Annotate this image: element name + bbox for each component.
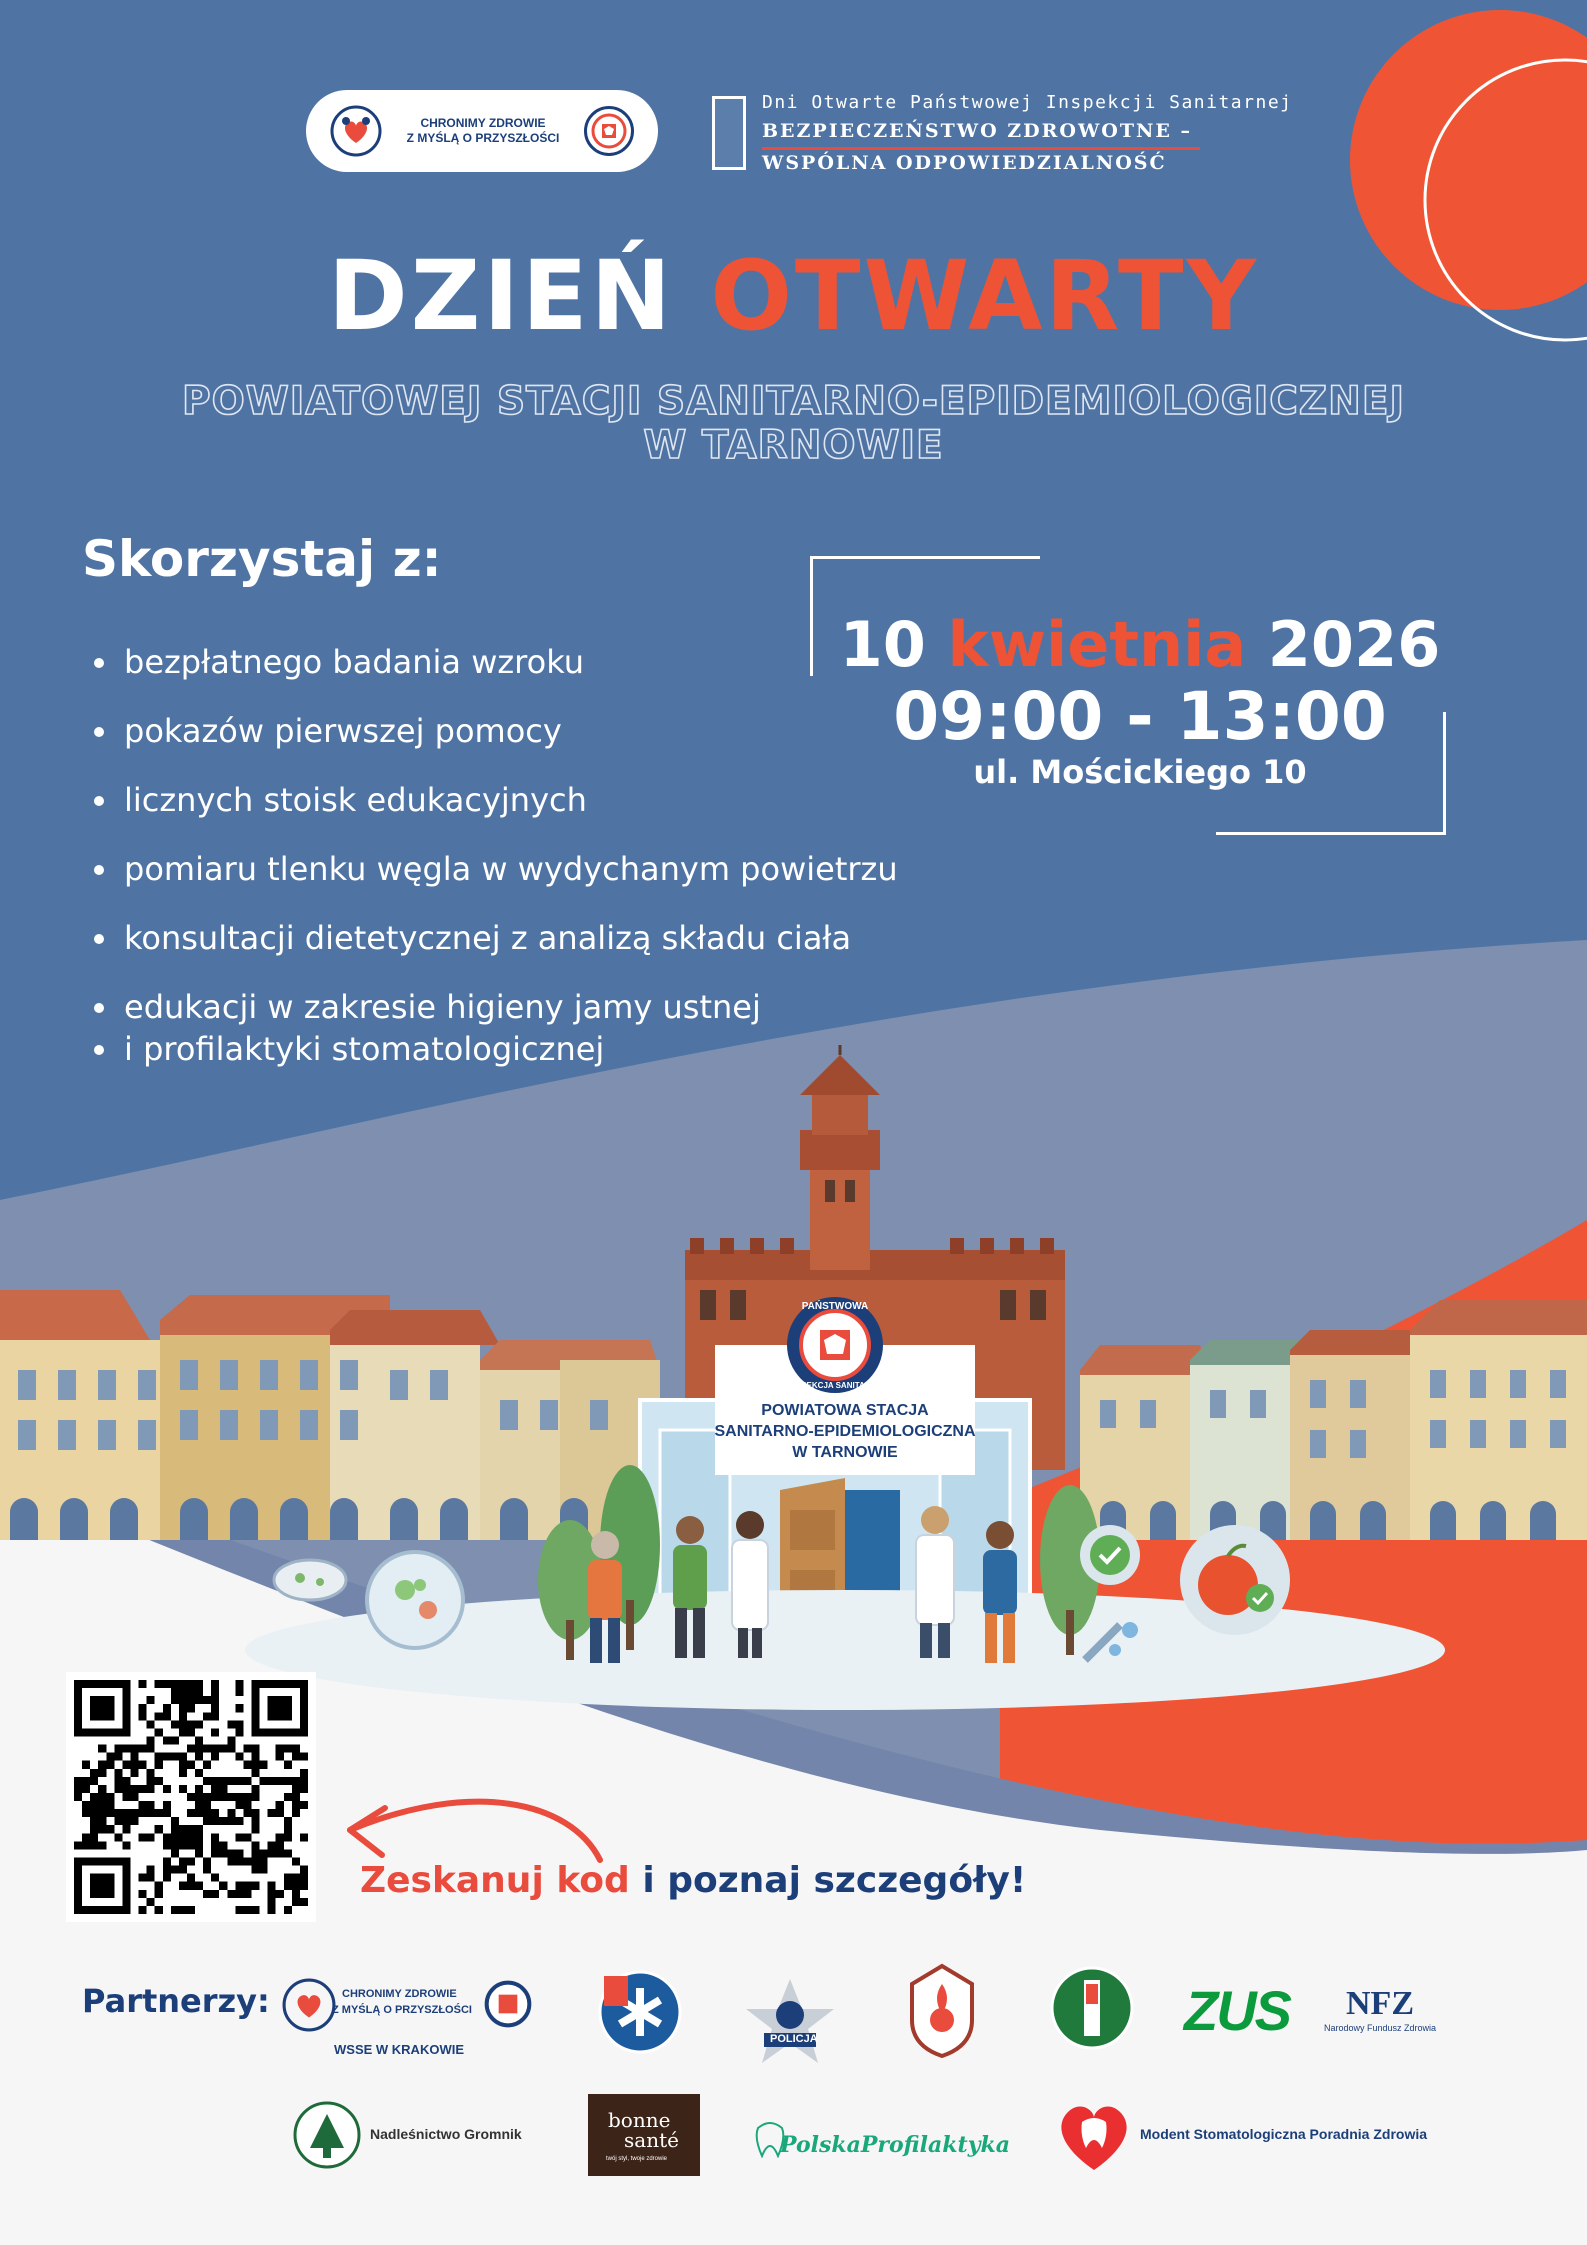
- chronimy-zdrowie-logo: [306, 90, 658, 172]
- list-item: pokazów pierwszej pomocy: [90, 709, 990, 753]
- heart-hands-icon: [282, 1978, 336, 2032]
- door-icon: [712, 96, 746, 170]
- list-item: pomiaru tlenku węgla w wydychanym powietrzu: [90, 847, 990, 891]
- dni-line1: Dni Otwarte Państwowej Inspekcji Sanitarnej: [762, 92, 1293, 113]
- list-item: konsultacji dietetycznej z analizą składu ciała: [90, 916, 990, 960]
- polska-text: PolskaProfilaktyka: [780, 2132, 1010, 2158]
- lasy-logo: [292, 2100, 552, 2170]
- building-sign-line3: W TARNOWIE: [792, 1444, 898, 1461]
- title-white: DZIEŃ: [328, 240, 674, 352]
- event-month: kwietnia: [947, 608, 1247, 681]
- list-item-line1: edukacji w zakresie higieny jamy ustnej: [124, 988, 761, 1026]
- subtitle-line2: W TARNOWIE: [643, 423, 944, 468]
- left-tenements: [0, 1290, 660, 1540]
- event-day: 10: [839, 608, 926, 681]
- scan-cta-blue: i poznaj szczegóły!: [642, 1860, 1027, 1901]
- list-item: licznych stoisk edukacyjnych: [90, 778, 990, 822]
- fire-brigade-logo: [902, 1960, 982, 2060]
- heart-hands-icon: [330, 105, 382, 157]
- list-item: [90, 985, 990, 1029]
- modent-text: Modent Stomatologiczna Poradnia Zdrowia: [1140, 2126, 1428, 2142]
- event-time: 09:00 - 13:00: [893, 678, 1387, 755]
- inspekcja-emblem-icon: [584, 106, 634, 156]
- wsse-line1: CHRONIMY ZDROWIE: [342, 1988, 457, 2000]
- emblem-top-text: PAŃSTWOWA: [801, 1301, 869, 1312]
- police-star-icon: [742, 1975, 838, 2071]
- lasy-text: Nadleśnictwo Gromnik: [370, 2126, 522, 2142]
- event-year: 2026: [1267, 608, 1441, 681]
- bonne-sante-logo: [588, 2094, 700, 2176]
- check-badge-icon: [1080, 1525, 1140, 1585]
- event-address: ul. Mościckiego 10: [973, 753, 1307, 791]
- pill-logo-line2: Z MYŚLĄ O PRZYSZŁOŚCI: [406, 131, 560, 145]
- wsse-caption: WSSE W KRAKOWIE: [334, 2042, 464, 2057]
- wsse-line2: Z MYŚLĄ O PRZYSZŁOŚCI: [332, 2004, 472, 2016]
- partners-label: Partnerzy:: [82, 1982, 270, 2020]
- microscope-sample-icon: [367, 1552, 463, 1648]
- ratownictwo-logo: [596, 1968, 684, 2056]
- dni-line2: BEZPIECZEŃSTWO ZDROWOTNE –: [762, 120, 1192, 142]
- scan-cta-red: Zeskanuj kod: [360, 1860, 630, 1901]
- subtitle: [0, 380, 1587, 468]
- bonne-line2: santé: [624, 2128, 679, 2152]
- dni-line3: WSPÓLNA ODPOWIEDZIALNOŚĆ: [762, 152, 1167, 174]
- police-logo: [742, 1975, 838, 2071]
- dni-underline: [762, 147, 1200, 150]
- nadlesnictwo-green-logo: [1050, 1958, 1134, 2058]
- building-sign-line2: SANITARNO-EPIDEMIOLOGICZNA: [714, 1423, 976, 1440]
- partner-wsse-logo: [282, 1970, 542, 2060]
- pill-logo-line1: CHRONIMY ZDROWIE: [420, 116, 546, 130]
- nfz-caption: Narodowy Fundusz Zdrowia: [1323, 2023, 1437, 2033]
- list-item-line2: i profilaktyki stomatologicznej: [124, 1030, 605, 1068]
- modent-logo: [1054, 2098, 1474, 2174]
- event-date: [830, 608, 1450, 681]
- page-title: [0, 240, 1587, 352]
- police-text: POLICJA: [770, 2033, 818, 2045]
- qr-code[interactable]: [66, 1672, 316, 1922]
- town-square-illustration: [0, 1040, 1587, 1740]
- bonne-line1: bonne: [608, 2108, 671, 2132]
- nfz-text: NFZ: [1346, 1985, 1414, 2022]
- tree-emblem-icon: [292, 2100, 362, 2170]
- building-sign-line1: POWIATOWA STACJA: [761, 1402, 929, 1419]
- title-red: OTWARTY: [710, 240, 1259, 352]
- bonne-caption: twój styl, twoje zdrowie: [606, 2156, 668, 2162]
- right-arcades: [1100, 1501, 1556, 1540]
- qr-code-pattern: [74, 1680, 308, 1914]
- petri-dish-icon: [274, 1560, 346, 1600]
- list-item: bezpłatnego badania wzroku: [90, 640, 990, 684]
- polska-profilaktyka-logo: [750, 2118, 1030, 2158]
- offer-heading: Skorzystaj z:: [82, 530, 442, 588]
- inspekcja-emblem-icon: [484, 1980, 532, 2028]
- nfz-logo: [1320, 1985, 1440, 2045]
- zus-logo: ZUS: [1184, 1979, 1290, 2042]
- apple-check-icon: [1180, 1525, 1290, 1635]
- dni-otwarte-logo: [712, 92, 1312, 176]
- emblem-bottom-text: INSPEKCJA SANITARNA: [787, 1381, 883, 1390]
- scan-cta: [360, 1860, 1026, 1901]
- heart-tooth-icon: [1054, 2098, 1134, 2174]
- subtitle-line1: POWIATOWEJ STACJI SANITARNO-EPIDEMIOLOGICZNEJ: [182, 379, 1405, 424]
